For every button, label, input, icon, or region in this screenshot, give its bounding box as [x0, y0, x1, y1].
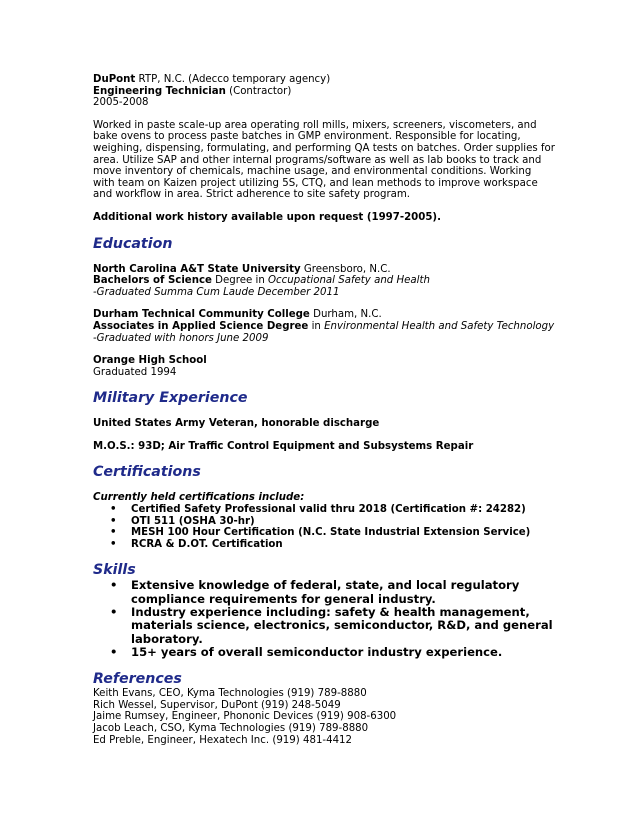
military-mos: M.O.S.: 93D; Air Traffic Control Equipment and Subsystems Repair: [93, 440, 474, 452]
list-item: • Certified Safety Professional valid thru 2018 (Certification #: 24282): [131, 504, 555, 516]
reference-item: Jacob Leach, CSO, Kyma Technologies (919) 789-8880: [93, 723, 369, 734]
education-entry: [93, 264, 555, 299]
military-service: United States Army Veteran, honorable discharge: [93, 418, 380, 430]
job-title-note: (Contractor): [225, 85, 292, 97]
degree-name: Bachelors of Science: [93, 275, 212, 287]
skills-list: [93, 579, 555, 659]
job-location: RTP, N.C. (Adecco temporary agency): [135, 74, 331, 85]
degree-name: Associates in Applied Science Degree: [93, 320, 309, 332]
degree-honors: -Graduated with honors June 2009: [93, 332, 269, 344]
references-list: [93, 688, 555, 746]
high-school-entry: [93, 355, 555, 378]
reference-item: Ed Preble, Engineer, Hexatech Inc. (919) 481-4412: [93, 734, 353, 746]
job-dates: 2005-2008: [93, 97, 149, 109]
list-item: • MESH 100 Hour Certification (N.C. State Industrial Extension Service): [131, 527, 555, 539]
additional-history-note: Additional work history available upon request (1997-2005).: [93, 211, 441, 223]
school-location: Durham, N.C.: [309, 309, 382, 321]
degree-field: Occupational Safety and Health: [268, 275, 430, 287]
resume-page: [93, 74, 555, 746]
job-title: Engineering Technician: [93, 85, 226, 97]
degree-honors: -Graduated Summa Cum Laude December 2011: [93, 286, 340, 298]
job-entry: [93, 74, 555, 224]
job-title-line: [93, 86, 555, 98]
high-school-year: Graduated 1994: [93, 366, 177, 378]
list-item: • Industry experience including: safety & health management, materials science, electronics, semiconductor, R&D, and general laboratory.: [131, 606, 555, 646]
degree-connector: in: [308, 320, 325, 332]
job-company: DuPont: [93, 74, 136, 85]
references-heading: References: [93, 671, 182, 688]
list-item: • 15+ years of overall semiconductor industry experience.: [131, 646, 555, 659]
reference-item: Keith Evans, CEO, Kyma Technologies (919) 789-8880: [93, 688, 367, 700]
high-school-name: Orange High School: [93, 355, 207, 367]
school-location: Greensboro, N.C.: [300, 263, 391, 275]
job-company-line: [93, 74, 555, 86]
job-description: Worked in paste scale-up area operating roll mills, mixers, screeners, viscometers, and bake ovens to process paste batches in GMP environment. Responsible for locating, weighing, dispensing, formulating, and performing QA tests on batches. Order supplies for area. Utilize SAP and other internal programs/software as well as lab books to track and move inventory of chemicals, machine usage, and environmental conditions. Working with team on Kaizen project utilizing 5S, CTQ, and lean methods to improve workspace and workflow in area. Strict adherence to site safety program.: [93, 119, 555, 201]
skills-heading: Skills: [93, 562, 136, 579]
education-heading: Education: [93, 235, 173, 252]
military-heading: Military Experience: [93, 390, 248, 407]
education-entry: [93, 309, 555, 344]
list-item: • RCRA & D.OT. Certification: [131, 539, 555, 551]
school-name: North Carolina A&T State University: [93, 263, 301, 275]
reference-item: Jaime Rumsey, Engineer, Phononic Devices (919) 908-6300: [93, 711, 397, 723]
list-item: • Extensive knowledge of federal, state, and local regulatory compliance requirements for general industry.: [131, 579, 555, 606]
school-name: Durham Technical Community College: [93, 309, 310, 321]
certifications-heading: Certifications: [93, 464, 201, 481]
degree-field: Environmental Health and Safety Technology: [324, 320, 555, 332]
list-item: • OTI 511 (OSHA 30-hr): [131, 516, 555, 528]
certifications-intro: Currently held certifications include:: [93, 492, 305, 504]
degree-connector: Degree in: [211, 275, 269, 287]
reference-item: Rich Wessel, Supervisor, DuPont (919) 248-5049: [93, 699, 341, 711]
certifications-list: [93, 504, 555, 550]
